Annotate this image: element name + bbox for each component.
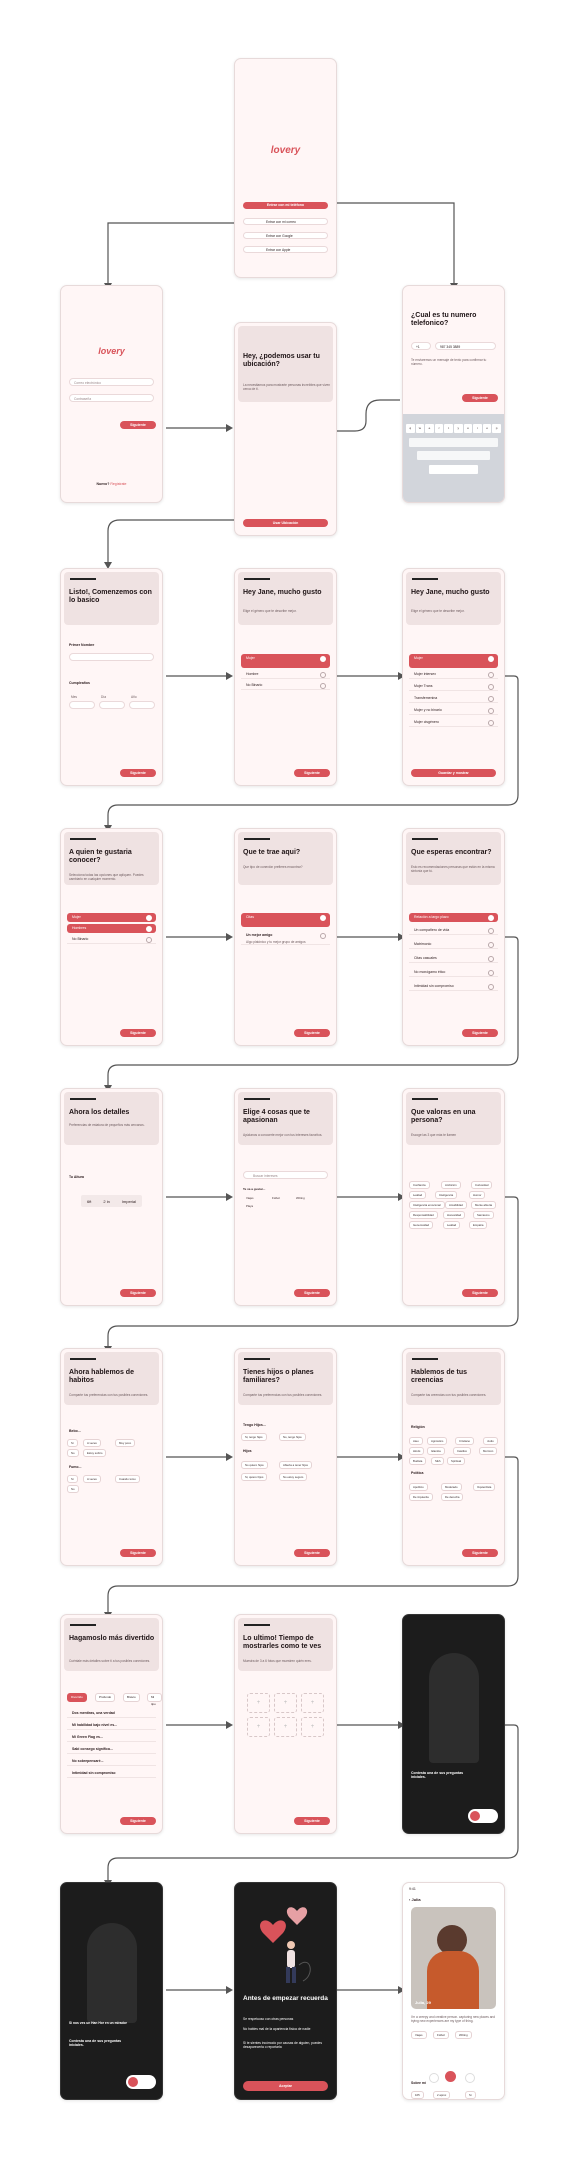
option-mejor-amigo-sub: Algo platónico y tu mejor grupo de amigos: [246, 940, 306, 944]
next-button[interactable]: Siguiente: [120, 1817, 156, 1825]
plans-chip[interactable]: Si, quiero hijos: [241, 1473, 267, 1481]
politics-label: Política: [411, 1471, 424, 1475]
page-title: Listo!, Comenzemos con lo basico: [69, 589, 152, 604]
page-subtitle: La necesitamos para mostrarte personas increíbles que viven cerca de ti.: [243, 383, 330, 391]
year-field[interactable]: [129, 701, 155, 709]
rule-item: Se respetuoso con otras personas: [243, 2017, 294, 2021]
login-apple-button[interactable]: Entrar con Apple: [243, 246, 328, 253]
dislike-icon[interactable]: [429, 2073, 439, 2083]
value-chip[interactable]: Humor: [469, 1191, 485, 1199]
page-title: Que esperas encontrar?: [411, 849, 492, 856]
section-label: Te va a gustar...: [243, 1187, 266, 1191]
politics-chip[interactable]: Moderado: [441, 1483, 462, 1491]
screen-purpose: [234, 828, 337, 1046]
action-pill: [126, 2075, 156, 2089]
drink-chip[interactable]: No: [67, 1449, 79, 1457]
option-no-monogamo[interactable]: No monógamo ético: [409, 968, 498, 977]
smoke-chip[interactable]: A veces: [83, 1475, 101, 1483]
page-subtitle: Que tipo de conexión prefieres encontrar?: [243, 865, 303, 869]
tooltip-caption: Contesta una de sus preguntas iniciales.: [69, 2039, 122, 2047]
value-chip[interactable]: Confianza: [409, 1181, 430, 1189]
signup-prompt: [61, 482, 162, 486]
add-photo-slot[interactable]: +: [301, 1717, 324, 1737]
page-title: Tienes hijos o planes familiares?: [243, 1369, 314, 1384]
page-subtitle: Comparte tus preferencias con tus posibles conexiones.: [243, 1393, 323, 1397]
interest-chip[interactable]: Viajes: [246, 1196, 254, 1200]
religion-chip[interactable]: Ateo: [409, 1437, 423, 1445]
value-chip[interactable]: Sarcasmo: [473, 1211, 494, 1219]
key[interactable]: w: [416, 424, 425, 433]
screen-beliefs: [402, 1348, 505, 1566]
screen-values: [402, 1088, 505, 1306]
screen-photos: [234, 1614, 337, 1834]
next-button[interactable]: Siguiente: [462, 1289, 498, 1297]
religion-chip[interactable]: Judío: [483, 1437, 498, 1445]
key[interactable]: p: [492, 424, 501, 433]
next-button[interactable]: Siguiente: [120, 1289, 156, 1297]
value-chip[interactable]: Honestidad: [443, 1211, 465, 1219]
screen-email-login: [60, 285, 163, 503]
profile-header: [409, 1897, 421, 1902]
height-label: Tu Altura: [69, 1175, 84, 1179]
value-chip[interactable]: Inteligencia: [435, 1191, 457, 1199]
value-chip[interactable]: Responsabilidad: [409, 1211, 438, 1219]
month-field[interactable]: [69, 701, 95, 709]
screen-family: [234, 1348, 337, 1566]
page-title: ¿Cual es tu numero telefonico?: [411, 312, 477, 327]
page-title: Hey Jane, mucho gusto: [411, 589, 490, 596]
religion-chip[interactable]: Mormón: [479, 1447, 497, 1455]
page-title: Hablemos de tus creencias: [411, 1369, 468, 1384]
page-title: A quien te gustaria conocer?: [69, 849, 132, 864]
add-photo-slot[interactable]: +: [274, 1717, 297, 1737]
screen-gender: [234, 568, 337, 786]
value-chip[interactable]: Lealtad: [409, 1191, 426, 1199]
screen-onboarding-overlay-1: [402, 1614, 505, 1834]
screen-location: [234, 322, 337, 536]
stat-chip: 165: [411, 2091, 424, 2099]
option-mujer[interactable]: Mujer: [241, 654, 330, 668]
option-hombre[interactable]: Hombre: [241, 670, 330, 679]
day-label: Día: [101, 695, 106, 699]
back-icon[interactable]: ‹: [409, 1897, 411, 1902]
politics-chip[interactable]: De izquierda: [409, 1493, 433, 1501]
option-mujer-intersex[interactable]: Mujer intersex: [409, 670, 498, 679]
prompt-item[interactable]: Sabi consego significa...: [67, 1745, 156, 1754]
page-title: Lo ultimo! Tiempo de mostrarles como te ves: [243, 1635, 322, 1650]
country-code-select[interactable]: +1: [411, 342, 431, 350]
kids-chip[interactable]: Si, tengo hijos: [241, 1433, 267, 1441]
option-mujer-trans[interactable]: Mujer Trans: [409, 682, 498, 691]
drink-chip[interactable]: Si: [67, 1439, 78, 1447]
login-email-button[interactable]: Entrar con mi correo: [243, 218, 328, 225]
value-chip[interactable]: Generosidad: [409, 1221, 433, 1229]
plans-chip[interactable]: No quiero hijos: [241, 1461, 268, 1469]
prompt-item[interactable]: No sobrepensaré...: [67, 1757, 156, 1766]
page-title: Elige 4 cosas que te apasionan: [243, 1109, 310, 1124]
interest-chip[interactable]: Fútbol: [272, 1196, 280, 1200]
save-show-button[interactable]: Guardar y mostrar: [411, 769, 496, 777]
next-button[interactable]: Siguiente: [120, 1029, 156, 1037]
kids-label: Tengo Hijos...: [243, 1423, 266, 1427]
first-name-field[interactable]: [69, 653, 154, 661]
smoke-chip[interactable]: Si: [67, 1475, 78, 1483]
screen-profile: [402, 1882, 505, 2100]
signup-link[interactable]: Regístrate: [110, 482, 127, 486]
key[interactable]: y: [454, 424, 463, 433]
value-chip[interactable]: Mente abierta: [471, 1201, 496, 1209]
keyboard[interactable]: [403, 414, 504, 502]
next-button[interactable]: Siguiente: [120, 769, 156, 777]
about-label: Sobre mí: [411, 2081, 426, 2085]
next-button[interactable]: Siguiente: [462, 394, 498, 402]
accept-button[interactable]: Aceptar: [243, 2081, 328, 2091]
plans-label: Hijos: [243, 1449, 252, 1453]
plans-chip[interactable]: No estoy seguro: [279, 1473, 307, 1481]
rule-item: No hables mal de la apariencia física de nadie: [243, 2027, 311, 2031]
value-chip[interactable]: Curiosidad: [471, 1181, 492, 1189]
option-citas[interactable]: Citas: [241, 913, 330, 927]
login-google-button[interactable]: Entrar con Google: [243, 232, 328, 239]
page-subtitle: Elige el género que te describe mejor.: [243, 609, 297, 613]
page-subtitle: Preferencias de estatura de pequeños más cercanos.: [69, 1123, 145, 1127]
header-panel: [64, 1092, 159, 1145]
option-mujer-no-binario[interactable]: Mujer y no binario: [409, 706, 498, 715]
height-picker[interactable]: [81, 1195, 142, 1207]
politics-chip[interactable]: Izquierdista: [473, 1483, 495, 1491]
stat-chip: Si: [465, 2091, 476, 2099]
smoke-chip[interactable]: No: [67, 1485, 79, 1493]
option-no-binario[interactable]: No Binario: [67, 935, 156, 944]
tooltip-caption: Contesta una de sus preguntas iniciales.: [411, 1771, 464, 1779]
page-title: Hagamoslo más divertido: [69, 1635, 155, 1642]
key[interactable]: o: [483, 424, 492, 433]
value-chip[interactable]: Inteligencia emocional: [409, 1201, 445, 1209]
header-panel: [406, 832, 501, 885]
religion-chip[interactable]: Agnóstico: [427, 1437, 447, 1445]
header-panel: [238, 572, 333, 625]
drink-chip[interactable]: A veces: [83, 1439, 101, 1447]
option-companero[interactable]: Un compañero de vida: [409, 926, 498, 935]
option-intimidad[interactable]: Intimidad sin compromiso: [409, 982, 498, 991]
key[interactable]: t: [444, 424, 453, 433]
screen-expectations: [402, 828, 505, 1046]
header-panel: [64, 1618, 159, 1671]
religion-chip[interactable]: Cristiano: [455, 1437, 474, 1445]
password-field[interactable]: Contraseña: [69, 394, 154, 402]
screen-phone: [402, 285, 505, 503]
option-largo-plazo[interactable]: Relación a largo plazo: [409, 913, 498, 922]
page-subtitle: Escoge las 3 que más te llamen: [411, 1133, 457, 1137]
sms-hint: Te enviaremos un mensaje de texto para confirmar tu número.: [411, 358, 487, 366]
rule-item: Si te sientes incómodo por causas de alguien, puedes desaparecerla o reportarla: [243, 2041, 322, 2049]
profile-name: Julia: [411, 1897, 421, 1902]
religion-chip[interactable]: Sikh: [431, 1457, 444, 1465]
option-citas-casuales[interactable]: Citas casuales: [409, 954, 498, 963]
kids-chip[interactable]: No, tengo hijos: [279, 1433, 306, 1441]
phone-input[interactable]: 987 345 3889: [435, 342, 496, 350]
height-feet[interactable]: 6ft: [86, 1198, 92, 1204]
screen-passions: [234, 1088, 337, 1306]
prompt-item[interactable]: Dos mentiras, una verdad: [67, 1709, 156, 1718]
illustration-hearts: [255, 1905, 319, 1985]
screen-details: [60, 1088, 163, 1306]
tab-divertido[interactable]: Divertido: [67, 1693, 87, 1702]
page-subtitle: Elige el género que te describe mejor.: [411, 609, 465, 613]
politics-chip[interactable]: Apolítico: [409, 1483, 428, 1491]
interest-chip: Fútbol: [433, 2031, 449, 2039]
politics-chip[interactable]: De derecha: [441, 1493, 463, 1501]
profile-photo: [429, 1653, 479, 1763]
brand-logo: lovery: [270, 145, 301, 156]
next-button[interactable]: Siguiente: [294, 769, 330, 777]
status-time: 9:41: [409, 1887, 416, 1891]
profile-bio: I'm a creepy and creative person. capturing new places and trying new experiences are my type of thing.: [411, 2015, 496, 2023]
option-hombres[interactable]: Hombres: [67, 924, 156, 933]
like-heart-icon[interactable]: [445, 2071, 456, 2082]
page-subtitle: Esto es recomendaciones personas que están en la misma sintonía que tú.: [411, 865, 495, 873]
prompt-item[interactable]: Mi Green Flag es...: [67, 1733, 156, 1742]
login-phone-button[interactable]: Entrar con mi teléfono: [243, 202, 328, 209]
tab-profundo[interactable]: Profundo: [95, 1693, 115, 1702]
option-transfemenina[interactable]: Transfemenina: [409, 694, 498, 703]
page-title: Ahora los detalles: [69, 1109, 130, 1116]
page-subtitle: Selecciona todas las opciones que apliquen. Puedes cambiarlo en cualquier momento.: [69, 873, 144, 881]
next-button[interactable]: Siguiente: [462, 1029, 498, 1037]
photo-name-tag: Julia, 29: [415, 2000, 431, 2005]
religion-chip[interactable]: Católico: [453, 1447, 471, 1455]
keyboard-row-2[interactable]: [409, 438, 498, 447]
day-field[interactable]: [99, 701, 125, 709]
year-label: Año: [131, 695, 137, 699]
tab-bravio[interactable]: Bravío: [123, 1693, 140, 1702]
religion-label: Religión: [411, 1425, 425, 1429]
next-button[interactable]: Siguiente: [462, 1549, 498, 1557]
header-panel: [238, 832, 333, 885]
profile-photo[interactable]: [411, 1907, 496, 2009]
profile-photo: [87, 1923, 137, 2023]
religion-chip[interactable]: Spiritual: [447, 1457, 465, 1465]
stat-chip: 2 aprox: [433, 2091, 450, 2099]
religion-chip[interactable]: Budista: [409, 1457, 426, 1465]
height-unit[interactable]: Imperial: [121, 1198, 137, 1204]
drink-chip[interactable]: Muy poco: [115, 1439, 135, 1447]
religion-chip[interactable]: Islamita: [427, 1447, 445, 1455]
option-mujer[interactable]: Mujer: [409, 654, 498, 668]
page-subtitle: Cuéntale más detalles sobre ti a tus posibles conexiones.: [69, 1659, 151, 1663]
page-subtitle: Comparte tus preferencias con tus posibles conexiones.: [69, 1393, 149, 1397]
prompt-tabs: [67, 1693, 162, 1706]
screen-interest-in: [60, 828, 163, 1046]
action-pill: [468, 1809, 498, 1823]
height-inches[interactable]: 2 in: [103, 1198, 110, 1204]
option-matrimonio[interactable]: Matrimonio: [409, 940, 498, 949]
photo-body: [427, 1951, 479, 2009]
screen-onboarding-overlay-2: [60, 1882, 163, 2100]
next-button[interactable]: Siguiente: [294, 1029, 330, 1037]
use-location-button[interactable]: Usar Ubicación: [243, 519, 328, 527]
interest-chip: Viajes: [411, 2031, 427, 2039]
option-mujer[interactable]: Mujer: [67, 913, 156, 922]
interest-chip: Writing: [455, 2031, 472, 2039]
page-title: Antes de empezar recuerda: [243, 1995, 328, 2002]
value-chip[interactable]: Amabilidad: [445, 1201, 467, 1209]
prompt-item[interactable]: Intimidad sin compromiso: [67, 1769, 156, 1778]
key[interactable]: r: [435, 424, 444, 433]
add-photo-slot[interactable]: +: [247, 1693, 270, 1713]
option-no-binario[interactable]: No Binario: [241, 681, 330, 690]
plans-chip[interactable]: Abierta a tener hijos: [279, 1461, 312, 1469]
value-chip[interactable]: Ambición: [441, 1181, 461, 1189]
option-mujer-cisgenero[interactable]: Mujer cisgénero: [409, 718, 498, 727]
month-label: Mes: [71, 695, 78, 699]
next-button[interactable]: Siguiente: [120, 1549, 156, 1557]
first-name-label: Primer Nombre: [69, 643, 95, 647]
next-button[interactable]: Siguiente: [294, 1549, 330, 1557]
page-title: Que te trae aqui?: [243, 849, 301, 856]
value-chip[interactable]: Empatía: [469, 1221, 487, 1229]
next-button[interactable]: Siguiente: [294, 1817, 330, 1825]
signup-question: Nuevo?: [96, 482, 110, 486]
page-title: Hey Jane, mucho gusto: [243, 589, 322, 596]
drink-chip[interactable]: Estoy sobrio: [83, 1449, 106, 1457]
prompt-preview: Si nos ves un Han Hor en un mirador: [69, 2021, 127, 2025]
heart-icon[interactable]: [470, 1811, 480, 1821]
key[interactable]: q: [406, 424, 415, 433]
next-button[interactable]: Siguiente: [120, 421, 156, 429]
page-title: Ahora hablemos de habitos: [69, 1369, 134, 1384]
screen-splash: [234, 58, 337, 278]
page-subtitle: Ayúdanos a conocerte mejor con tus intereses favoritos.: [243, 1133, 323, 1137]
add-photo-slot[interactable]: +: [247, 1717, 270, 1737]
screen-prompts: [60, 1614, 163, 1834]
prompt-item[interactable]: Mi habilidad bajo nivel es...: [67, 1721, 156, 1730]
heart-icon[interactable]: [128, 2077, 138, 2087]
birthday-label: Cumpleaños: [69, 681, 91, 685]
key[interactable]: u: [464, 424, 473, 433]
brand-logo: lovery: [98, 346, 125, 356]
add-photo-slot[interactable]: +: [274, 1693, 297, 1713]
email-field[interactable]: Correo electrónico: [69, 378, 154, 386]
option-mejor-amigo[interactable]: Un mejor amigo: [241, 931, 330, 945]
screen-gender-detail: [402, 568, 505, 786]
interest-search-input[interactable]: Buscar intereses: [243, 1171, 328, 1179]
smoke-label: Fumo...: [69, 1465, 82, 1469]
screen-basics: [60, 568, 163, 786]
page-subtitle: Muestra de 3 a 6 fotos que muestren quién eres.: [243, 1659, 312, 1663]
drink-label: Bebo...: [69, 1429, 81, 1433]
photo-grid: [247, 1693, 324, 1737]
keyboard-row: [406, 424, 501, 433]
key[interactable]: i: [473, 424, 482, 433]
interest-chip[interactable]: Writing: [296, 1196, 305, 1200]
smoke-chip[interactable]: Cuando tomo: [115, 1475, 140, 1483]
space-key[interactable]: [429, 465, 478, 474]
key[interactable]: e: [425, 424, 434, 433]
header-panel: [406, 572, 501, 625]
screen-habits: [60, 1348, 163, 1566]
message-icon[interactable]: [465, 2073, 475, 2083]
value-chip[interactable]: Lealtad: [443, 1221, 460, 1229]
next-button[interactable]: Siguiente: [294, 1289, 330, 1297]
keyboard-row-3[interactable]: [417, 451, 490, 460]
screen-rules: [234, 1882, 337, 2100]
interest-chip[interactable]: Playa: [246, 1204, 253, 1208]
page-subtitle: Comparte tus creencias con tus posibles conexiones.: [411, 1393, 487, 1397]
religion-chip[interactable]: Hindú: [409, 1447, 424, 1455]
page-title: Hey, ¿podemos usar tu ubicación?: [243, 353, 320, 368]
tab-mi-tipo[interactable]: Mi tipo: [147, 1693, 162, 1702]
add-photo-slot[interactable]: +: [301, 1693, 324, 1713]
page-title: Que valoras en una persona?: [411, 1109, 476, 1124]
